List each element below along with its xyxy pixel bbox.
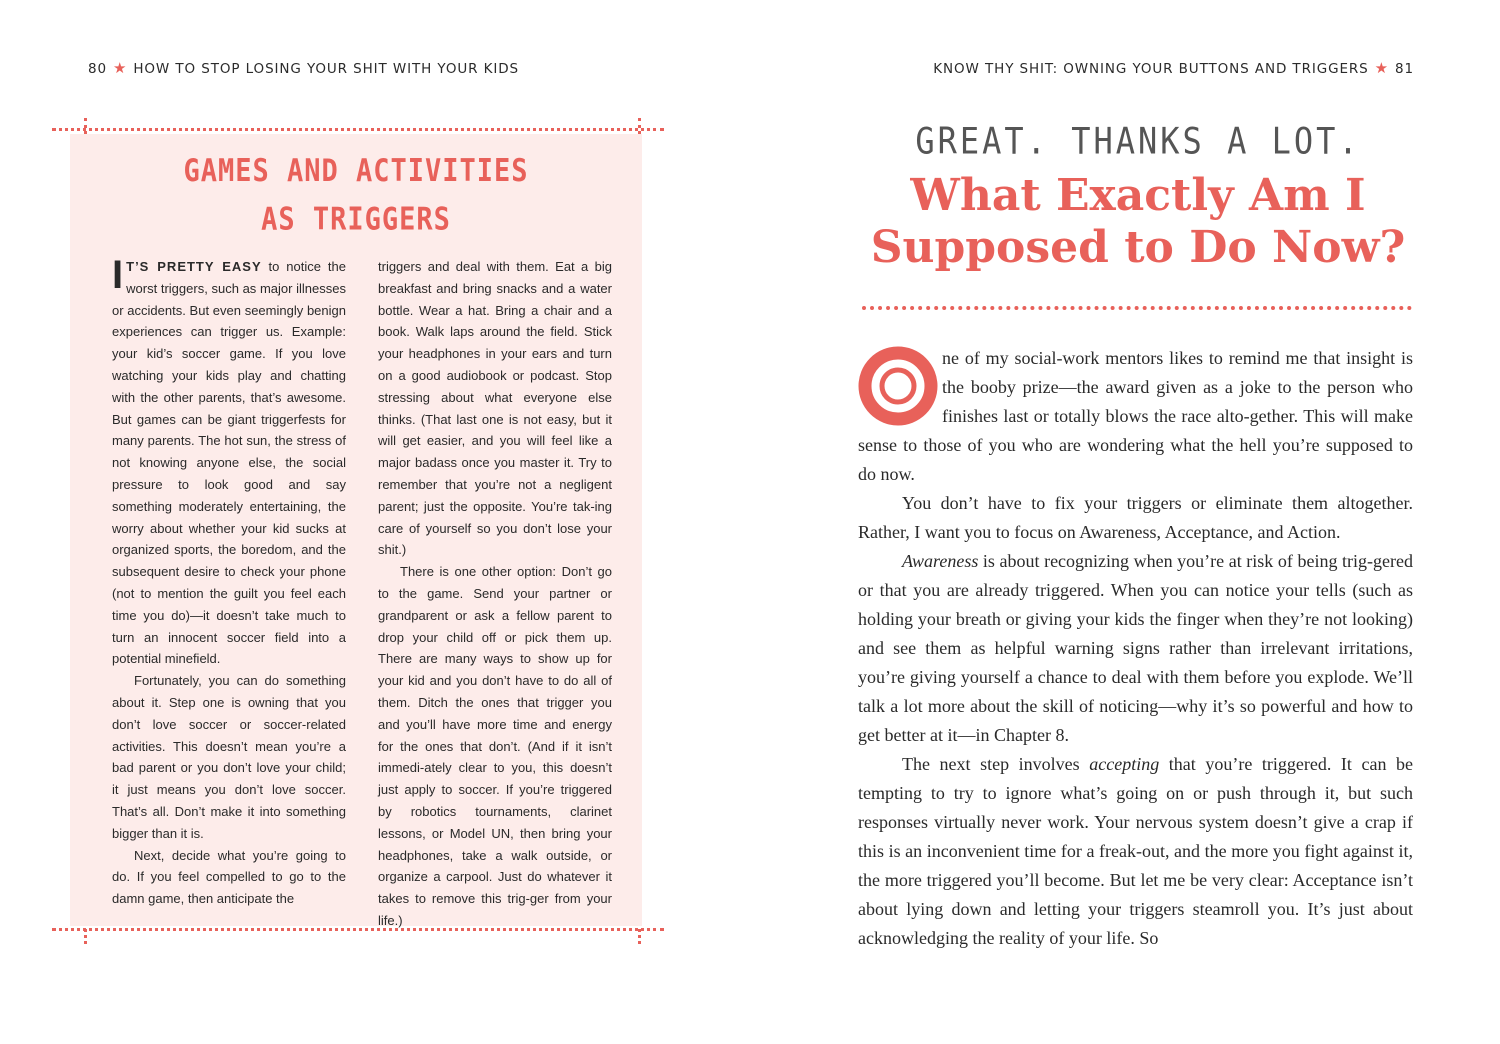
emphasis: accepting xyxy=(1089,754,1160,774)
sidebar-title-line1: GAMES AND ACTIVITIES xyxy=(183,153,529,190)
sidebar-paragraph: There is one other option: Don’t go to the game. Send your partner or grandparent or ask a fellow parent to drop your child off or pick them up. There are many ways to show up for your kid and you don’t have to do all of them. Ditch the ones that trigger you and you’ll have more time and energy for the ones that don’t. (And if it isn’t immedi-ately clear to you, this doesn’t just apply to soccer. If you’re triggered by robotics tournaments, clarinet lessons, or Model UN, then bring your headphones, take a walk outside, or organize a carpool. Just do whatever it takes to remove this trig-ger from your life.) xyxy=(378,564,612,928)
left-header-title: HOW TO STOP LOSING YOUR SHIT WITH YOUR KIDS xyxy=(133,61,519,77)
body-paragraph: You don’t have to fix your triggers or eliminate them altogether. Rather, I want you to focus on Awareness, Acceptance, and Action. xyxy=(858,493,1413,542)
right-header-title: KNOW THY SHIT: OWNING YOUR BUTTONS AND TRIGGERS xyxy=(933,61,1369,77)
paragraph-text: The next step involves xyxy=(902,754,1090,774)
sidebar-border-top xyxy=(52,128,664,133)
star-icon: ★ xyxy=(1374,59,1390,77)
section-title-line2: Supposed to Do Now? xyxy=(870,222,1406,273)
right-running-header xyxy=(933,59,1414,77)
paragraph-text: is about recognizing when you’re at risk of being trig-gered or that you are already triggered. When you can notice your tells (such as holding your breath or giving your kids the finger when they’re not looking) and see them as helpful warning signs rather than irrelevant irritations, you’re giving yourself a chance to deal with them before you explode. We’ll talk a lot more about the skill of noticing—why it’s so powerful and how to get better at it—in Chapter 8. xyxy=(858,551,1413,745)
sidebar-box xyxy=(70,134,642,926)
body-text xyxy=(858,344,1413,953)
section-title-line1: What Exactly Am I xyxy=(910,170,1366,221)
drop-cap-o-icon xyxy=(858,346,938,426)
body-paragraph xyxy=(858,547,1413,750)
star-icon: ★ xyxy=(112,59,128,77)
dotted-divider xyxy=(862,306,1412,312)
sidebar-title xyxy=(70,148,642,245)
paragraph-text: that you’re triggered. It can be tempting to try to ignore what’s going on or push through it, but such responses virtually never work. Your nervous system doesn’t give a crap if this is an inconvenient time for a freak-out, and the more you fight against it, the more triggered you’ll become. But let me be very clear: Acceptance isn’t about lying down and letting your triggers steamroll you. It’s just about acknowledging the reality of your life. So xyxy=(858,754,1414,948)
body-paragraph xyxy=(858,750,1413,953)
left-page-number: 80 xyxy=(88,61,107,77)
body-paragraph xyxy=(858,344,1413,489)
drop-cap: I xyxy=(112,253,124,297)
sidebar-paragraph xyxy=(112,253,346,670)
chapter-kicker: GREAT. THANKS A LOT. xyxy=(915,119,1361,163)
right-page-number: 81 xyxy=(1395,61,1414,77)
sidebar-paragraph: Fortunately, you can do something about it. Step one is owning that you don’t love soccer or soccer-related activities. This doesn’t mean you’re a bad parent or you don’t love your child; it just means you don’t love soccer. That’s all. Don’t make it into something bigger than it is. xyxy=(112,673,346,841)
sidebar-title-line2: AS TRIGGERS xyxy=(261,201,451,238)
left-running-header xyxy=(88,59,519,77)
sidebar-column-left xyxy=(112,253,346,910)
paragraph-text: to notice the worst triggers, such as major illnesses or accidents. But even seemingly benign experiences can trigger us. Example: your kid’s soccer game. If you love watching your kids play and chatting with the other parents, that’s awesome. But games can be giant triggerfests for many parents. The hot sun, the stress of not knowing anyone else, the social pressure to look good and say something moderately entertaining, the worry about whether your kid sucks at organized sports, the boredom, and the subsequent desire to check your phone (not to mention the guilt you feel each time you do)—it doesn’t take much to turn an innocent soccer field into a potential minefield. xyxy=(112,259,346,667)
sidebar-column-right xyxy=(378,256,612,932)
paragraph-text: ne of my social-work mentors likes to remind me that insight is the booby prize—the award given as a joke to the person who finishes last or totally blows the race alto-gether. This will make sense to those of you who are wondering what the hell you’re supposed to do now. xyxy=(858,348,1413,484)
sidebar-paragraph: Next, decide what you’re going to do. If you feel compelled to go to the damn game, then anticipate the xyxy=(112,847,346,907)
sidebar-paragraph: triggers and deal with them. Eat a big breakfast and bring snacks and a water bottle. Wear a hat. Bring a chair and a book. Walk laps around the field. Stick your headphones in your ears and turn on a good audiobook or podcast. Stop stressing about what everyone else thinks. (That last one is not easy, but it will get easier, and you will feel like a major badass once you master it. Try to remember that you’re not a negligent parent; just the opposite. You’re tak-ing care of yourself so you don’t lose your shit.) xyxy=(378,259,612,558)
emphasis: Awareness xyxy=(902,551,979,571)
lead-in: T’S PRETTY EASY xyxy=(126,259,262,274)
section-title xyxy=(860,170,1416,274)
